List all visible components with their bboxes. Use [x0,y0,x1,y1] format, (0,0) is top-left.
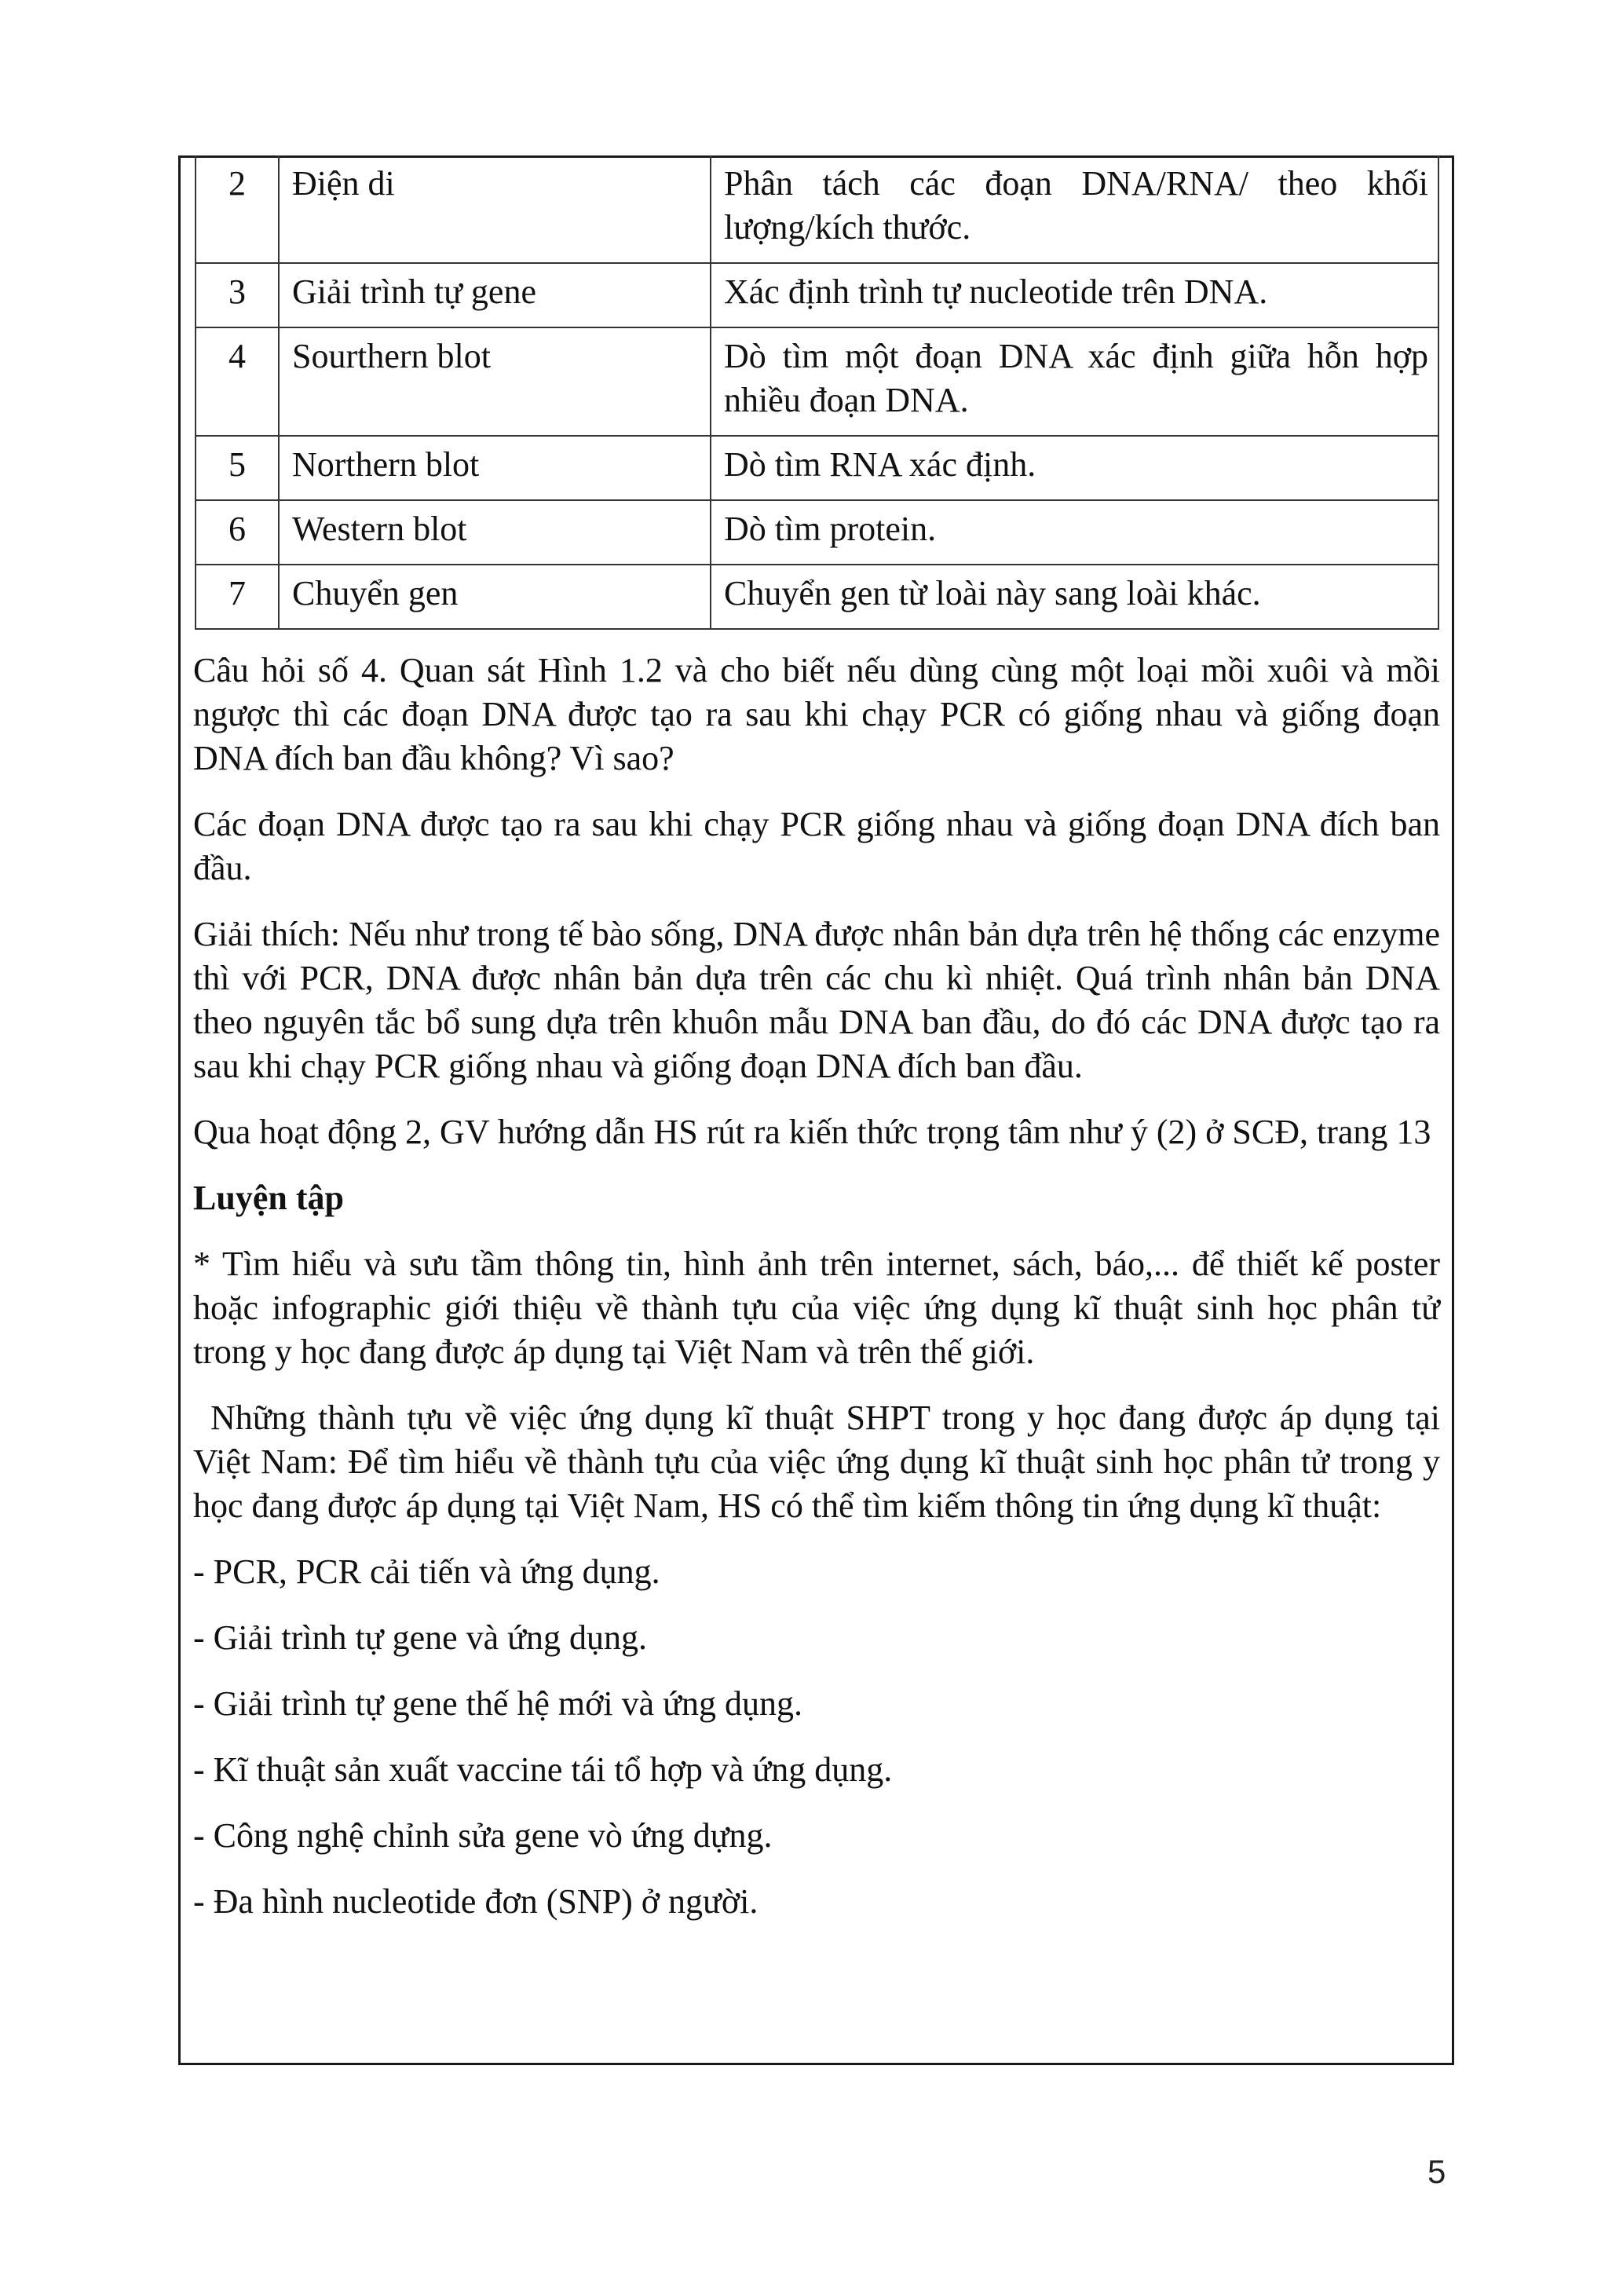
technique-name: Sourthern blot [279,327,711,436]
practice-heading: Luyện tập [193,1179,344,1217]
explanation-paragraph: Giải thích: Nếu như trong tế bào sống, DNA được nhân bản dựa trên hệ thống các enzyme thì với PCR, DNA được nhân bản dựa trên các chu kì nhiệt. Quá trình nhân bản DNA theo nguyên tắc bổ sung dựa trên khuôn mẫu DNA ban đầu, do đó các DNA được tạo ra sau khi chạy PCR giống nhau và giống đoạn DNA đích ban đầu. [193,915,1440,1085]
row-number: 5 [196,436,279,500]
technique-name: Northern blot [279,436,711,500]
table-row [196,327,1438,436]
row-number: 2 [196,155,279,263]
list-item: - Giải trình tự gene và ứng dụng. [193,1618,648,1657]
technique-name: Giải trình tự gene [279,263,711,327]
technique-description: Dò tìm protein. [711,500,1438,565]
technique-description: Xác định trình tự nucleotide trên DNA. [711,263,1438,327]
table-row [196,263,1438,327]
list-item: - Giải trình tự gene thế hệ mới và ứng dụng. [193,1684,803,1723]
techniques-table [195,155,1439,630]
table-row [196,565,1438,629]
row-number: 3 [196,263,279,327]
list-item: - Công nghệ chỉnh sửa gene vò ứng dựng. [193,1816,773,1855]
row-number: 4 [196,327,279,436]
technique-description: Dò tìm RNA xác định. [711,436,1438,500]
page-number: 5 [1427,2153,1446,2190]
table-row [196,436,1438,500]
technique-description: Chuyển gen từ loài này sang loài khác. [711,565,1438,629]
task-paragraph: * Tìm hiểu và sưu tầm thông tin, hình ảnh trên internet, sách, báo,... để thiết kế poster hoặc infographic giới thiệu về thành tựu của việc ứng dụng kĩ thuật sinh học phân tử trong y học đang được áp dụng tại Việt Nam và trên thế giới. [193,1245,1440,1371]
list-item: - Kĩ thuật sản xuất vaccine tái tổ hợp và ứng dụng. [193,1750,893,1789]
answer-paragraph: Các đoạn DNA được tạo ra sau khi chạy PCR giống nhau và giống đoạn DNA đích ban đầu. [193,805,1440,887]
table-row [196,500,1438,565]
table-row [196,155,1438,263]
technique-name: Western blot [279,500,711,565]
row-number: 6 [196,500,279,565]
technique-description: Phân tách các đoạn DNA/RNA/ theo khối lượng/kích thước. [711,155,1438,263]
technique-name: Chuyển gen [279,565,711,629]
achievements-paragraph: Những thành tựu về việc ứng dụng kĩ thuật SHPT trong y học đang được áp dụng tại Việt Nam: Để tìm hiểu về thành tựu của việc ứng dụng kĩ thuật sinh học phân tử trong y học đang được áp dụng tại Việt Nam, HS có thể tìm kiếm thông tin ứng dụng kĩ thuật: [193,1398,1440,1525]
list-item: - Đa hình nucleotide đơn (SNP) ở người. [193,1882,758,1921]
technique-name: Điện di [279,155,711,263]
summary-paragraph: Qua hoạt động 2, GV hướng dẫn HS rút ra kiến thức trọng tâm như ý (2) ở SCĐ, trang 13 [193,1113,1431,1151]
body-text [193,649,1440,1946]
row-number: 7 [196,565,279,629]
list-item: - PCR, PCR cải tiến và ứng dụng. [193,1552,660,1591]
technique-description: Dò tìm một đoạn DNA xác định giữa hỗn hợp nhiều đoạn DNA. [711,327,1438,436]
question-paragraph: Câu hỏi số 4. Quan sát Hình 1.2 và cho biết nếu dùng cùng một loại mồi xuôi và mồi ngược thì các đoạn DNA được tạo ra sau khi chạy PCR có giống nhau và giống đoạn DNA đích ban đầu không? Vì sao? [193,651,1440,777]
